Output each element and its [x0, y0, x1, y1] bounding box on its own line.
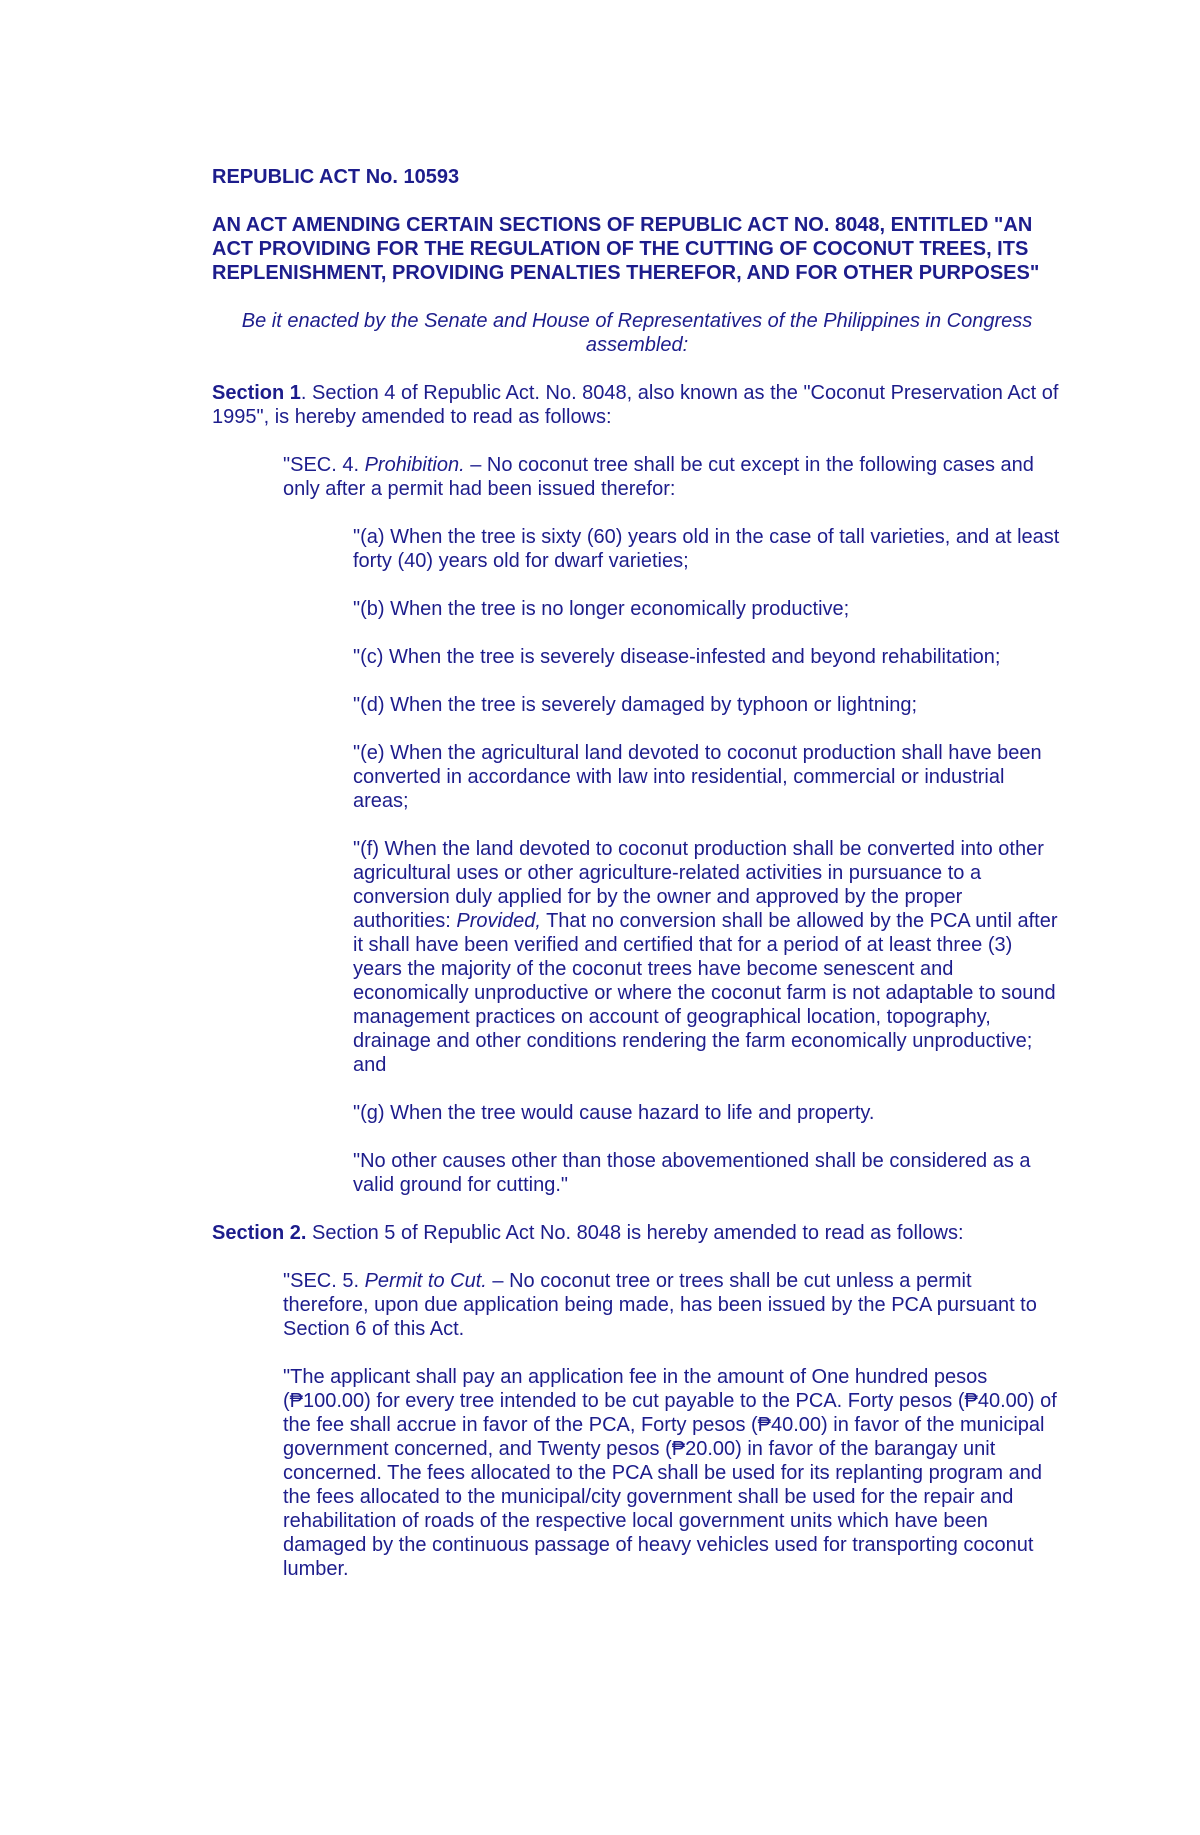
- sec-5-paragraph: [283, 1269, 1062, 1341]
- section-1: [212, 381, 1062, 429]
- act-subtitle: AN ACT AMENDING CERTAIN SECTIONS OF REPUBLIC ACT NO. 8048, ENTITLED "AN ACT PROVIDING FOR THE REGULATION OF THE CUTTING OF COCONUT TREES, ITS REPLENISHMENT, PROVIDING PENALTIES THEREFOR, AND FOR OTHER PURPOSES": [212, 214, 1040, 284]
- sec-4-closing: "No other causes other than those abovementioned shall be considered as a valid ground for cutting.": [353, 1150, 1031, 1196]
- document-page: [212, 165, 1062, 1581]
- sec-4-item-e: "(e) When the agricultural land devoted to coconut production shall have been converted in accordance with law into residential, commercial or industrial areas;: [353, 742, 1042, 812]
- enacting-clause: Be it enacted by the Senate and House of Representatives of the Philippines in Congress assembled:: [241, 310, 1033, 356]
- sec-5-fee-paragraph: "The applicant shall pay an application fee in the amount of One hundred pesos (₱100.00) for every tree intended to be cut payable to the PCA. Forty pesos (₱40.00) of the fee shall accrue in favor of the PCA, Forty pesos (₱40.00) in favor of the municipal government concerned, and Twenty pesos (₱20.00) in favor of the barangay unit concerned. The fees allocated to the PCA shall be used for its replanting program and the fees allocated to the municipal/city government shall be used for the repair and rehabilitation of roads of the respective local government units which have been damaged by the continuous passage of heavy vehicles used for transporting coconut lumber.: [283, 1366, 1057, 1580]
- sec-4-item-d: "(d) When the tree is severely damaged by typhoon or lightning;: [353, 694, 918, 716]
- sec-4-paragraph: [283, 453, 1062, 501]
- sec-4-prefix: "SEC. 4.: [283, 454, 365, 476]
- sec-4-item-f-provided: Provided,: [456, 910, 541, 932]
- act-title: REPUBLIC ACT No. 10593: [212, 166, 460, 188]
- sec-4-item-c: "(c) When the tree is severely disease-infested and beyond rehabilitation;: [353, 646, 1001, 668]
- sec-5-text: – No coconut tree or trees shall be cut unless a permit therefore, upon due application being made, has been issued by the PCA pursuant to Section 6 of this Act.: [283, 1270, 1037, 1340]
- section-1-text: . Section 4 of Republic Act. No. 8048, also known as the "Coconut Preservation Act of 1995", is hereby amended to read as follows:: [212, 382, 1059, 428]
- sec-4-item-f: [353, 837, 1062, 1077]
- sec-5-prefix: "SEC. 5.: [283, 1270, 365, 1292]
- sec-4-item-f-part1: "(f) When the land devoted to coconut production shall be converted into other agricultural uses or other agriculture-related activities in pursuance to a conversion duly applied for by the owner and approved by the proper authorities:: [353, 838, 1044, 932]
- sec-4-item-a: "(a) When the tree is sixty (60) years old in the case of tall varieties, and at least forty (40) years old for dwarf varieties;: [353, 526, 1060, 572]
- sec-4-item-f-part2: That no conversion shall be allowed by the PCA until after it shall have been verified and certified that for a period of at least three (3) years the majority of the coconut trees have become senescent and economically unproductive or where the coconut farm is not adaptable to sound management practices on account of geographical location, topography, drainage and other conditions rendering the farm economically unproductive; and: [353, 910, 1058, 1076]
- section-2-text: Section 5 of Republic Act No. 8048 is hereby amended to read as follows:: [306, 1222, 964, 1244]
- sec-4-item-b: "(b) When the tree is no longer economically productive;: [353, 598, 850, 620]
- sec-4-text: – No coconut tree shall be cut except in the following cases and only after a permit had been issued therefor:: [283, 454, 1034, 500]
- sec-4-heading: Prohibition.: [364, 454, 465, 476]
- sec-4-item-g: "(g) When the tree would cause hazard to life and property.: [353, 1102, 875, 1124]
- section-2-label: Section 2.: [212, 1222, 307, 1244]
- section-2: [212, 1221, 1062, 1245]
- sec-5-heading: Permit to Cut.: [364, 1270, 487, 1292]
- section-1-label: Section 1: [212, 382, 301, 404]
